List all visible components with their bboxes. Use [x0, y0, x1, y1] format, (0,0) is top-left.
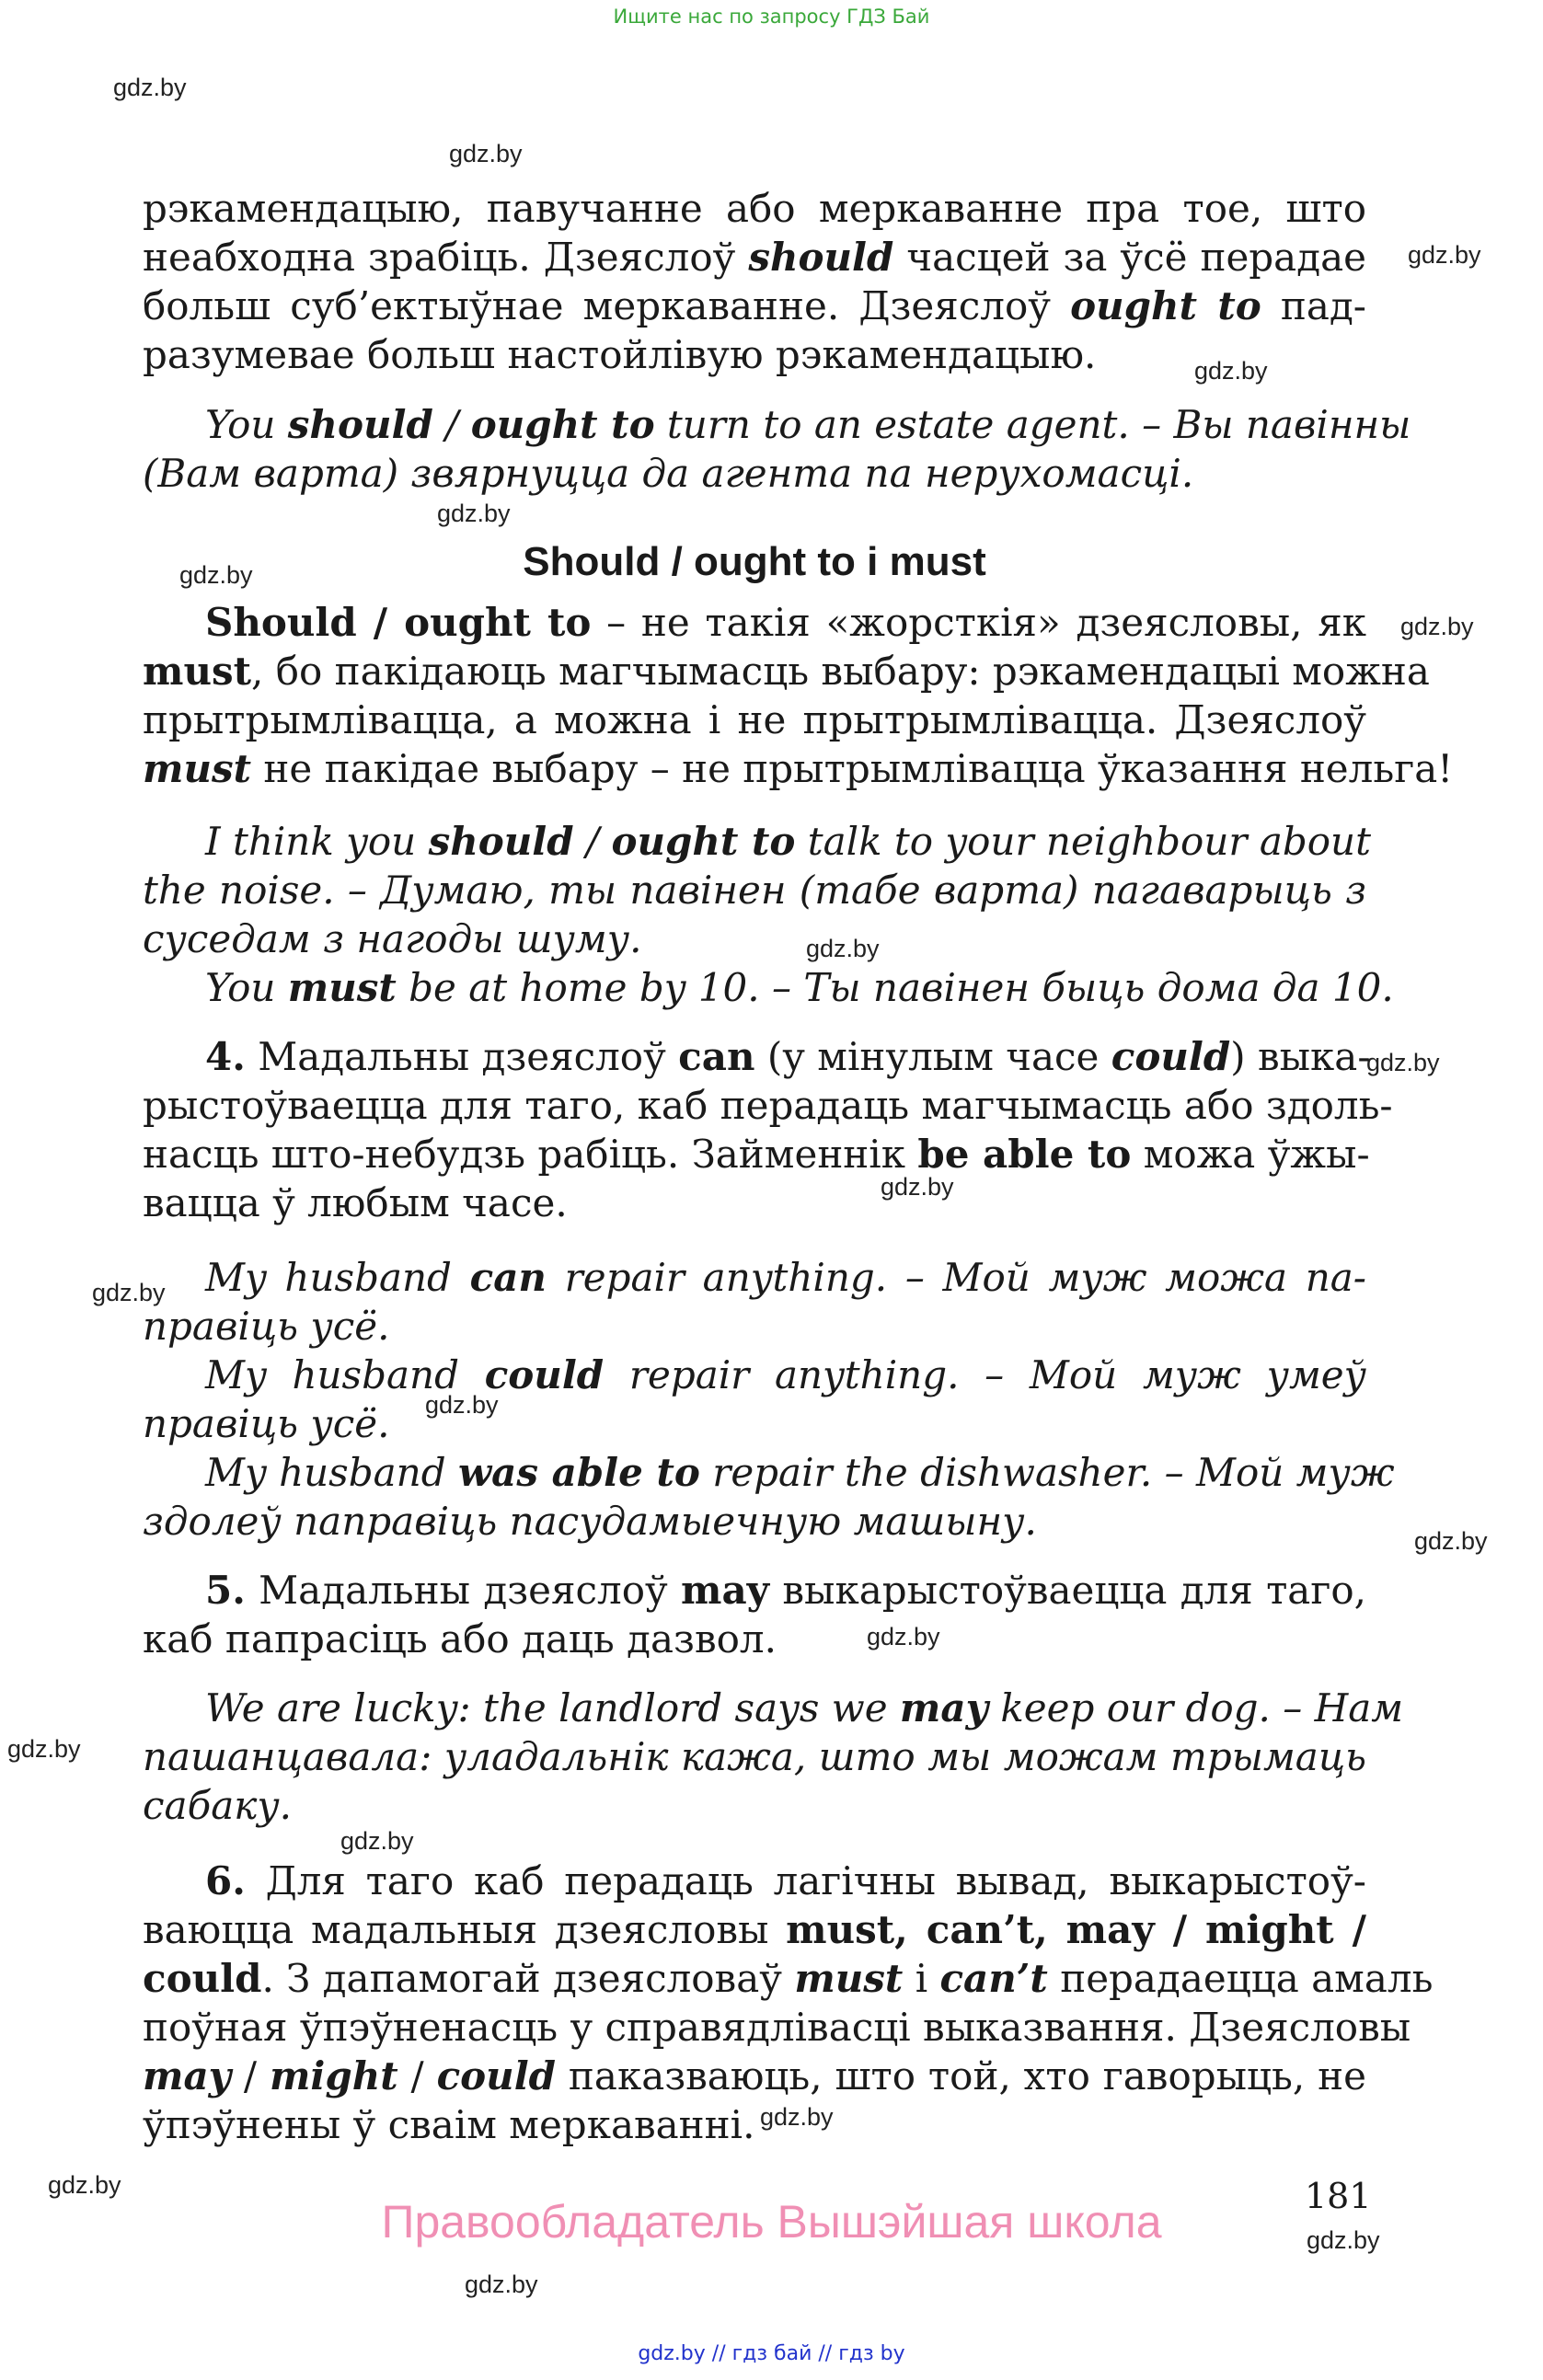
text-line: [143, 1857, 1366, 1905]
text-run: перадаецца амаль: [1047, 1956, 1434, 2001]
text-line: [143, 1253, 1366, 1302]
section-paragraph: [143, 1032, 1393, 1227]
term-should: should: [428, 819, 574, 864]
term-ought-to: ought to: [1070, 283, 1261, 328]
term-ought-to: ought to: [470, 402, 655, 447]
term-was-able-to: was able to: [457, 1450, 700, 1495]
text-run: (у мінулым часе: [754, 1034, 1111, 1079]
text-run: /: [573, 819, 612, 864]
text-line: пашанцавала: уладальнік кажа, што мы можам трымаць: [143, 1734, 1366, 1779]
section-paragraph: [143, 1566, 1366, 1663]
term-may: may: [681, 1568, 770, 1613]
text-line: [143, 1351, 1366, 1399]
text-run: talk to your neighbour about: [795, 819, 1371, 864]
text-run: часцей за ўсё перадае: [893, 235, 1366, 280]
text-line: вацца ў любым часе.: [143, 1180, 568, 1225]
text-line: рыстоўваецца для таго, каб перадаць магчымасць або здоль-: [143, 1083, 1393, 1128]
watermark: gdz.by: [1400, 613, 1474, 640]
term-be-able-to: be able to: [917, 1132, 1132, 1177]
text-run: Для таго каб перадаць лагічны вывад, выкарыстоў-: [245, 1858, 1366, 1903]
text-run: repair anything. – Мой муж умеў: [604, 1352, 1367, 1397]
term-might: might: [269, 2053, 398, 2098]
copyright-notice: Правообладатель Вышэйшая школа: [381, 2196, 1162, 2248]
watermark: gdz.by: [437, 500, 511, 527]
text-line: [143, 1130, 1370, 1179]
text-run: неабходна зрабіць. Дзеяслоў: [143, 235, 749, 280]
text-run: пад-: [1261, 283, 1366, 328]
text-line: [143, 598, 1366, 647]
text-line: ўпэўнены ў сваім меркаванні.: [143, 2102, 755, 2147]
text-run: repair anything. – Мой муж можа па-: [546, 1255, 1367, 1300]
term-ought-to: ought to: [611, 819, 796, 864]
text-run: /: [397, 2053, 437, 2098]
term-must: must: [287, 965, 397, 1010]
term-can: can: [678, 1034, 755, 1079]
text-line: [143, 744, 1454, 793]
text-run: Мадальны дзеяслоў: [245, 1034, 679, 1079]
section-heading: Should / ought to і must: [523, 539, 986, 584]
term-cant: can’t: [939, 1956, 1048, 2001]
watermark: gdz.by: [1194, 357, 1268, 385]
watermark: gdz.by: [340, 1827, 414, 1855]
text-run: repair the dishwasher. – Мой муж: [699, 1450, 1395, 1495]
page-number: 181: [1305, 2176, 1372, 2216]
term-must: must: [794, 1956, 904, 2001]
text-line: здолеў паправіць пасудамыечную машыну.: [143, 1499, 1037, 1544]
text-run: . З дапамогай дзеясловаў: [261, 1956, 795, 2001]
section-number: 5.: [205, 1568, 246, 1613]
term-should-ought-to: Should / ought to: [205, 600, 592, 645]
text-run: turn to an estate agent. – Вы павінны: [654, 402, 1411, 447]
text-run: – не такія «жорсткія» дзеясловы, як: [591, 600, 1366, 645]
intro-paragraph: [143, 184, 1366, 379]
text-line: the noise. – Думаю, ты павінен (табе варта) пагаварыць з: [143, 868, 1366, 913]
section-number: 6.: [205, 1858, 246, 1903]
watermark: gdz.by: [867, 1623, 940, 1650]
text-line: [143, 647, 1430, 696]
watermark: gdz.by: [1366, 1049, 1440, 1076]
text-line: рэкамендацыю, павучанне або меркаванне пра тое, што: [143, 186, 1366, 231]
section-number: 4.: [205, 1034, 246, 1079]
text-line: каб папрасіць або даць дазвол.: [143, 1616, 777, 1661]
text-run: My husband: [205, 1255, 470, 1300]
text-line: сабаку.: [143, 1783, 293, 1828]
text-line: [143, 1905, 1366, 1954]
text-line: поўная ўпэўненасць у справядлівасці выказвання. Дзеясловы: [143, 2005, 1411, 2050]
text-run: You: [205, 965, 288, 1010]
text-line: прытрымлівацца, а можна і не прытрымлівацца. Дзеяслоў: [143, 697, 1366, 742]
text-run: We are lucky: the landlord says we: [205, 1685, 900, 1730]
watermark: gdz.by: [1414, 1527, 1488, 1555]
text-run: можа ўжы-: [1131, 1132, 1370, 1177]
term-modal-list: must, can’t, may / might /: [786, 1907, 1366, 1952]
text-run: My husband: [205, 1450, 458, 1495]
text-run: You: [205, 402, 288, 447]
text-run: паказваюць, што той, хто гаворыць, не: [556, 2053, 1366, 2098]
text-line: разумевае больш настойлівую рэкамендацыю.: [143, 332, 1097, 377]
watermark: gdz.by: [760, 2103, 834, 2131]
watermark: gdz.by: [92, 1279, 166, 1306]
text-run: выкарыстоўваецца для таго,: [769, 1568, 1366, 1613]
text-run: не пакідае выбару – не прытрымлівацца ўказання нельга!: [251, 746, 1454, 791]
watermark: gdz.by: [7, 1735, 81, 1763]
text-line: [143, 400, 1411, 449]
text-line: суседам з нагоды шуму.: [143, 916, 642, 961]
top-banner: Ищите нас по запросу ГДЗ Бай: [613, 6, 930, 28]
text-line: [143, 2052, 1366, 2100]
text-run: Мадальны дзеяслоў: [245, 1568, 682, 1613]
text-line: (Вам варта) звярнуцца да агента па нерухомасці.: [143, 451, 1194, 496]
watermark: gdz.by: [806, 935, 880, 962]
example-block: [143, 1684, 1404, 1830]
term-could: could: [143, 1956, 262, 2001]
term-should: should: [748, 235, 894, 280]
term-may: may: [899, 1685, 988, 1730]
term-could: could: [484, 1352, 605, 1397]
watermark: gdz.by: [425, 1391, 499, 1419]
text-run: , бо пакідаюць магчымасць выбару: рэкамендацыі можна: [251, 649, 1430, 694]
term-can: can: [469, 1255, 547, 1300]
term-could: could: [1111, 1034, 1231, 1079]
watermark: gdz.by: [48, 2171, 121, 2199]
watermark: gdz.by: [1307, 2226, 1380, 2254]
example-block: [143, 400, 1411, 498]
watermark: gdz.by: [449, 140, 523, 167]
text-line: [143, 282, 1366, 330]
text-run: ) выка-: [1230, 1034, 1371, 1079]
example-block: [143, 1253, 1395, 1546]
watermark: gdz.by: [465, 2271, 538, 2298]
text-run: I think you: [205, 819, 429, 864]
term-must: must: [143, 746, 252, 791]
term-could: could: [436, 2053, 557, 2098]
text-run: насць што-небудзь рабіць. Займеннік: [143, 1132, 918, 1177]
watermark: gdz.by: [179, 561, 253, 589]
text-line: [143, 963, 1394, 1012]
text-run: і: [903, 1956, 940, 2001]
text-run: /: [231, 2053, 270, 2098]
text-run: be at home by 10. – Ты павінен быць дома да 10.: [396, 965, 1394, 1010]
example-block: [143, 817, 1394, 1012]
footer-links[interactable]: gdz.by // гдз бай // гдз by: [638, 2342, 905, 2365]
text-line: [143, 1448, 1395, 1497]
text-run: больш суб’ектыўнае меркаванне. Дзеяслоў: [143, 283, 1071, 328]
term-should: should: [287, 402, 433, 447]
text-line: [143, 1954, 1434, 2003]
text-line: [143, 1032, 1371, 1081]
watermark: gdz.by: [881, 1173, 954, 1201]
text-line: правіць усё.: [143, 1304, 390, 1349]
text-run: My husband: [205, 1352, 485, 1397]
text-run: ваюцца мадальныя дзеясловы: [143, 1907, 787, 1952]
section-paragraph: [143, 1857, 1434, 2149]
text-line: [143, 233, 1366, 282]
term-must: must: [143, 649, 252, 694]
text-run: /: [432, 402, 471, 447]
watermark: gdz.by: [1408, 241, 1481, 269]
watermark: gdz.by: [113, 74, 187, 101]
text-line: [143, 1684, 1404, 1732]
text-line: [143, 817, 1371, 866]
term-may: may: [143, 2053, 232, 2098]
text-line: [143, 1566, 1366, 1615]
text-line: правіць усё.: [143, 1401, 390, 1446]
text-run: keep our dog. – Нам: [987, 1685, 1404, 1730]
